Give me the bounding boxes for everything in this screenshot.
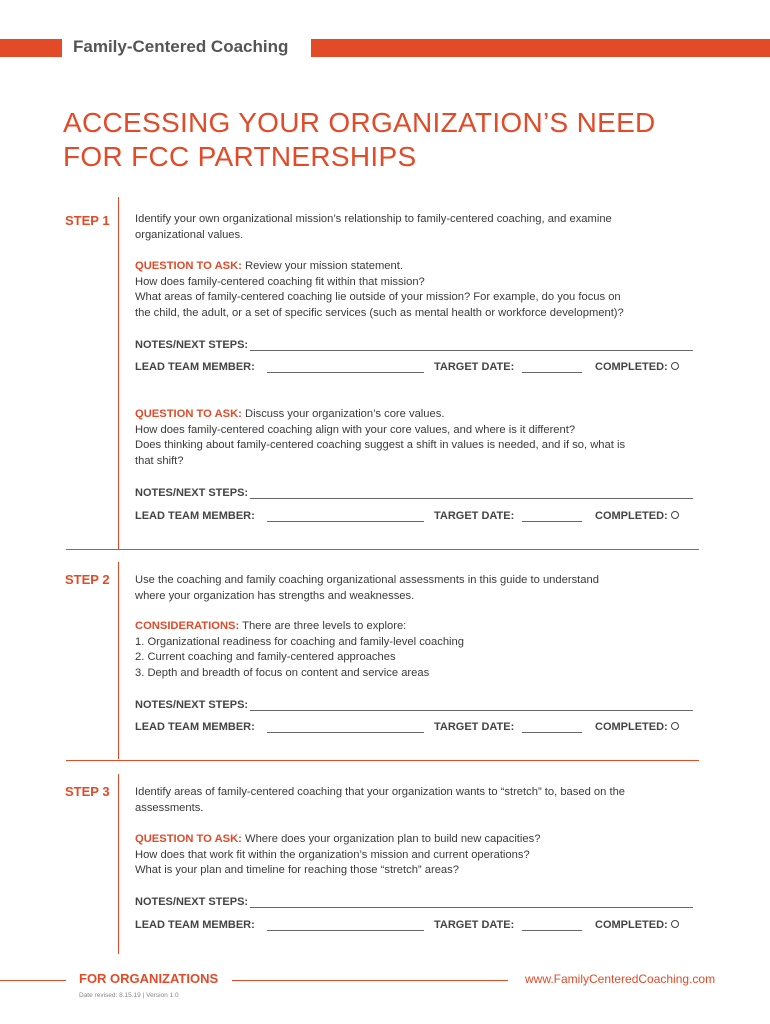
question-prefix: QUESTION TO ASK: — [135, 408, 242, 420]
target-label: TARGET DATE: — [434, 361, 515, 373]
notes-label: NOTES/NEXT STEPS: — [135, 339, 249, 351]
question-line: that shift? — [135, 454, 184, 467]
lead-row — [135, 510, 695, 524]
question-line — [135, 832, 705, 848]
notes-field[interactable] — [135, 697, 693, 711]
target-label: TARGET DATE: — [434, 510, 515, 522]
intro-line: where your organization has strengths and weaknesses. — [135, 589, 415, 602]
notes-field[interactable] — [135, 485, 693, 499]
completed-label: COMPLETED: — [595, 721, 668, 733]
question-line: the child, the adult, or a set of specific services (such as mental health or workforce development)? — [135, 306, 624, 319]
question-line: Does thinking about family-centered coaching suggest a shift in values is needed, and if so, what is — [135, 439, 626, 452]
step-1-divider — [118, 197, 119, 549]
footer-line-left — [0, 980, 66, 981]
notes-label: NOTES/NEXT STEPS: — [135, 896, 249, 908]
step-2-intro — [135, 573, 705, 604]
lead-row — [135, 721, 695, 735]
question-text: There are three levels to explore: — [239, 620, 407, 632]
notes-line — [250, 897, 693, 908]
question-line: How does family-centered coaching fit within that mission? — [135, 275, 425, 288]
page-title-line-1: ACCESSING YOUR ORGANIZATION’S NEED — [63, 107, 656, 138]
question-line: 3. Depth and breadth of focus on content and service areas — [135, 666, 430, 679]
step-3-divider — [118, 774, 119, 954]
question-text: Discuss your organization’s core values. — [241, 408, 445, 420]
completed-checkbox[interactable] — [671, 722, 679, 730]
page-title — [63, 106, 743, 174]
target-field[interactable] — [522, 372, 582, 373]
completed-group — [595, 721, 679, 733]
lead-field[interactable] — [267, 372, 424, 373]
completed-label: COMPLETED: — [595, 919, 668, 931]
lead-field[interactable] — [267, 930, 424, 931]
completed-label: COMPLETED: — [595, 361, 668, 373]
notes-line — [250, 340, 693, 351]
question-line — [135, 407, 705, 423]
footer-organizations: FOR ORGANIZATIONS — [79, 971, 219, 986]
completed-checkbox[interactable] — [671, 511, 679, 519]
step-3-intro — [135, 785, 705, 816]
lead-label: LEAD TEAM MEMBER: — [135, 361, 255, 373]
question-line: What is your plan and timeline for reaching those “stretch” areas? — [135, 864, 459, 877]
step-1-intro — [135, 212, 705, 243]
step-2-label: STEP 2 — [65, 572, 110, 587]
notes-field[interactable] — [135, 894, 693, 908]
intro-line: Use the coaching and family coaching organizational assessments in this guide to understand — [135, 574, 599, 586]
question-prefix: CONSIDERATIONS: — [135, 620, 240, 632]
target-field[interactable] — [522, 930, 582, 931]
intro-line: organizational values. — [135, 228, 244, 241]
target-field[interactable] — [522, 732, 582, 733]
page-title-line-2: FOR FCC PARTNERSHIPS — [63, 141, 417, 172]
intro-line: assessments. — [135, 801, 204, 814]
completed-group — [595, 510, 679, 522]
question-prefix: QUESTION TO ASK: — [135, 260, 242, 272]
lead-field[interactable] — [267, 732, 424, 733]
question-line: 1. Organizational readiness for coaching and family-level coaching — [135, 635, 464, 648]
completed-label: COMPLETED: — [595, 510, 668, 522]
target-field[interactable] — [522, 521, 582, 522]
completed-group — [595, 919, 679, 931]
completed-checkbox[interactable] — [671, 362, 679, 370]
step-1-label: STEP 1 — [65, 213, 110, 228]
question-line: What areas of family-centered coaching lie outside of your mission? For example, do you focus on — [135, 291, 621, 304]
step-3-question-1 — [135, 832, 705, 879]
footer-line-middle — [232, 980, 508, 981]
footer-date-revised: Date revised: 8.15.19 | Version 1.0 — [79, 992, 179, 999]
target-label: TARGET DATE: — [434, 919, 515, 931]
lead-row — [135, 919, 695, 933]
question-line — [135, 259, 705, 275]
lead-field[interactable] — [267, 521, 424, 522]
notes-field[interactable] — [135, 337, 693, 351]
target-label: TARGET DATE: — [434, 721, 515, 733]
question-text: Review your mission statement. — [241, 260, 403, 272]
step-1-question-2 — [135, 407, 705, 469]
question-prefix: QUESTION TO ASK: — [135, 833, 242, 845]
step-separator-1 — [66, 549, 699, 550]
notes-line — [250, 488, 693, 499]
question-text: Where does your organization plan to build new capacities? — [241, 833, 541, 845]
footer-website-link[interactable]: www.FamilyCenteredCoaching.com — [525, 972, 716, 986]
header-bar-right — [311, 39, 770, 57]
step-2-divider — [118, 562, 119, 759]
step-3-label: STEP 3 — [65, 784, 110, 799]
notes-line — [250, 700, 693, 711]
completed-checkbox[interactable] — [671, 920, 679, 928]
lead-label: LEAD TEAM MEMBER: — [135, 721, 255, 733]
question-line: 2. Current coaching and family-centered approaches — [135, 651, 396, 664]
lead-label: LEAD TEAM MEMBER: — [135, 510, 255, 522]
step-1-question-1 — [135, 259, 705, 321]
question-line: How does family-centered coaching align with your core values, and where is it different? — [135, 423, 576, 436]
lead-row — [135, 361, 695, 375]
intro-line: Identify your own organizational mission’s relationship to family-centered coaching, and examine — [135, 213, 612, 225]
header-bar-left — [0, 39, 62, 57]
step-2-considerations — [135, 619, 705, 681]
step-separator-2 — [66, 760, 699, 761]
question-line: How does that work fit within the organization’s mission and current operations? — [135, 848, 530, 861]
header-title: Family-Centered Coaching — [73, 37, 289, 56]
lead-label: LEAD TEAM MEMBER: — [135, 919, 255, 931]
question-line — [135, 619, 705, 635]
completed-group — [595, 361, 679, 373]
notes-label: NOTES/NEXT STEPS: — [135, 699, 249, 711]
notes-label: NOTES/NEXT STEPS: — [135, 487, 249, 499]
intro-line: Identify areas of family-centered coaching that your organization wants to “stretch” to, based on the — [135, 786, 626, 798]
